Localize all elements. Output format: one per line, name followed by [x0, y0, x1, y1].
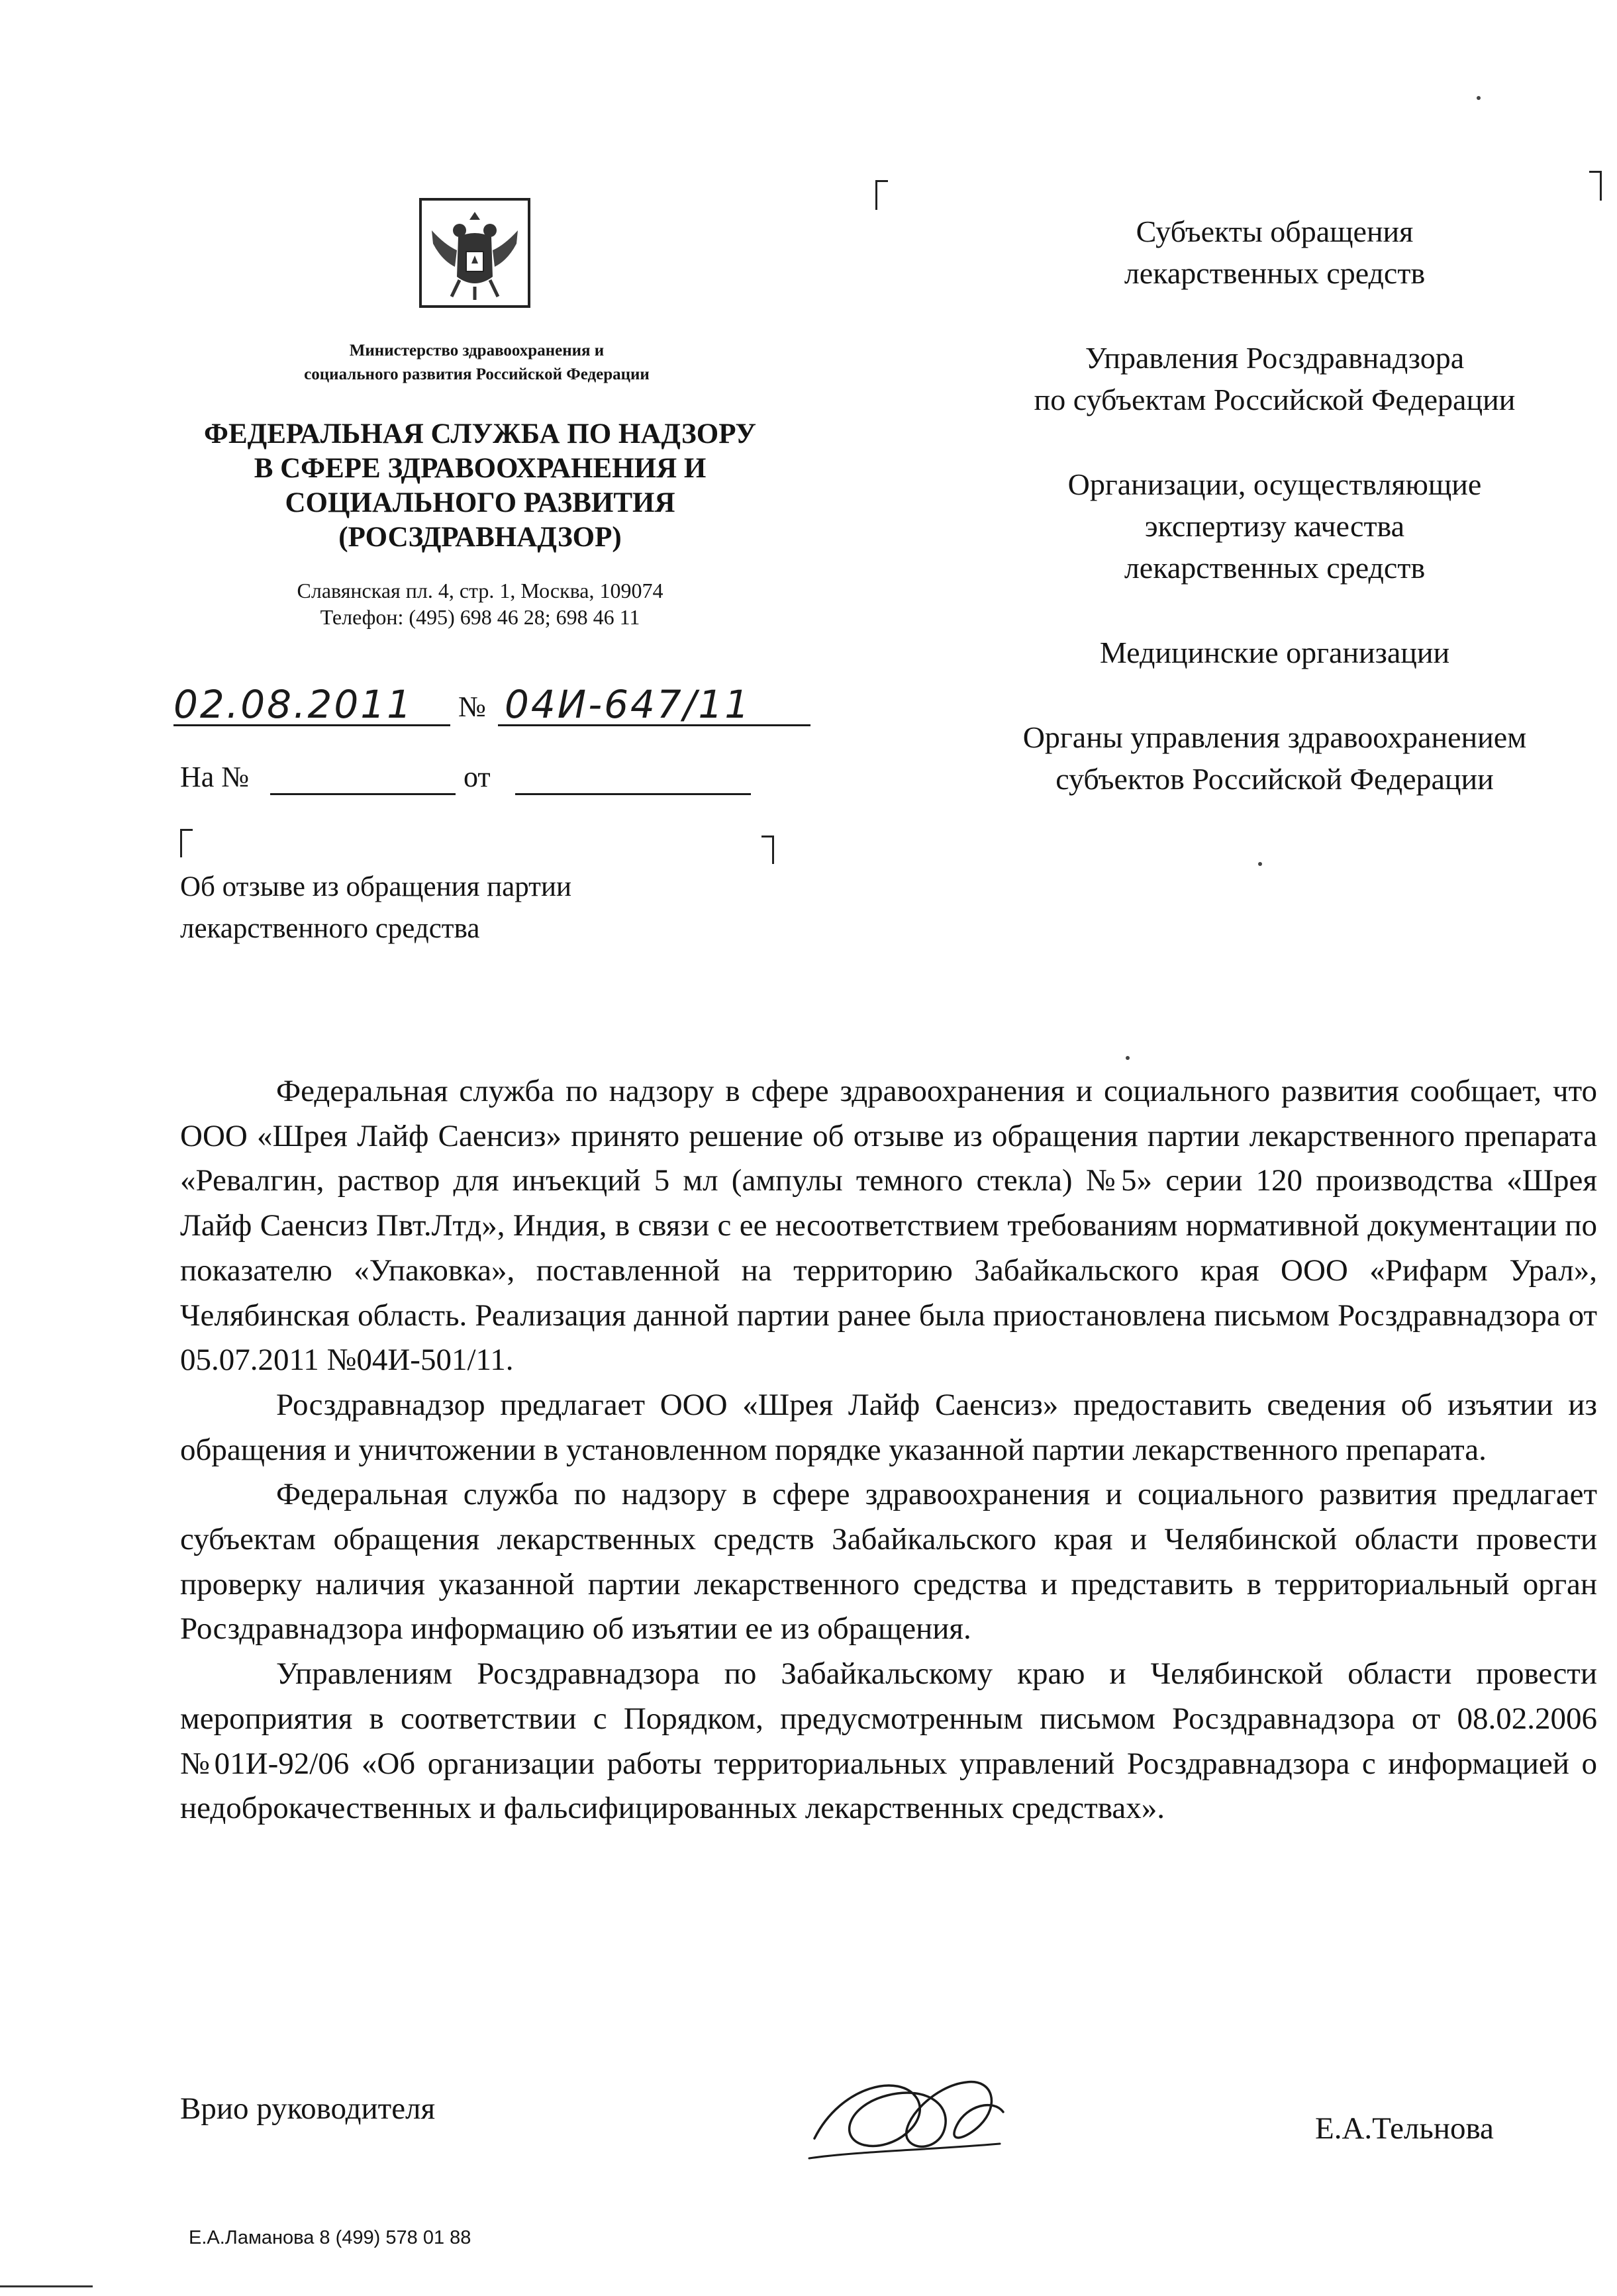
recipient	[947, 211, 1602, 294]
recipient-line: лекарственных средств	[1124, 551, 1426, 585]
scan-speck	[1126, 1056, 1130, 1060]
body-paragraph: Управлениям Росздравнадзора по Забайкальскому краю и Челябинской области провести мероприятия в соответствии с Порядком, предусмотренным письмом Росздравнадзора от 08.02.2006 №01И-92/06 «Об организации работы территориальных управлений Росздравнадзора с информацией о недоброкачественных и фальсифицированных лекарственных средствах».	[180, 1656, 1597, 1826]
recipient-line: лекарственных средств	[1124, 256, 1426, 290]
handwritten-date: 02.08.2011	[173, 682, 414, 727]
phone-line: Телефон: (495) 698 46 28; 698 46 11	[320, 605, 640, 629]
number-field	[498, 682, 810, 726]
reply-number-label: На №	[180, 761, 250, 793]
service-line: СОЦИАЛЬНОГО РАЗВИТИЯ	[285, 487, 675, 518]
ministry-name	[199, 339, 755, 387]
recipient-line: Управления Росздравнадзора	[1085, 341, 1465, 375]
double-headed-eagle-icon	[418, 197, 531, 309]
signatory-position: Врио руководителя	[180, 2091, 436, 2126]
recipient	[947, 716, 1602, 800]
scan-speck	[1258, 862, 1262, 866]
scan-edge-line	[0, 2285, 93, 2287]
service-name	[152, 417, 808, 555]
recipient-line: Органы управления здравоохранением	[1022, 720, 1527, 754]
ministry-line: Министерство здравоохранения и	[349, 342, 605, 359]
recipient-line: экспертизу качества	[1144, 509, 1405, 543]
reply-number-blank	[270, 793, 456, 795]
signature-scribble-icon	[801, 2059, 1013, 2172]
body-paragraph: Федеральная служба по надзору в сфере здравоохранения и социального развития сообщает, что ООО «Шрея Лайф Саенсиз» принято решение об отзыве из обращения партии лекарственного препарата «Ревалгин, раствор для инъекций 5 мл (ампулы темного стекла) №5» серии 120 производства «Шрея Лайф Саенсиз Пвт.Лтд», Индия, в связи с ее несоответствием требованиям нормативной документации по показателю «Упаковка», поставленной на территорию Забайкальского края ООО «Рифарм Урал», Челябинская область. Реализация данной партии ранее была приостановлена письмом Росздравнадзора от 05.07.2011 №04И-501/11.	[180, 1074, 1597, 1378]
executor-contact: Е.А.Ламанова 8 (499) 578 01 88	[189, 2227, 471, 2248]
subject-line: лекарственного средства	[180, 913, 480, 944]
recipients-block	[947, 211, 1602, 843]
service-line: (РОСЗДРАВНАДЗОР)	[338, 522, 622, 553]
reply-date-blank	[515, 793, 751, 795]
recipient	[947, 632, 1602, 673]
address-bracket-right	[1589, 171, 1602, 201]
date-field	[173, 682, 450, 726]
number-label: №	[458, 691, 486, 723]
subject-line: Об отзыве из обращения партии	[180, 871, 571, 902]
body-paragraph: Росздравнадзор предлагает ООО «Шрея Лайф Саенсиз» предоставить сведения об изъятии из обращения и уничтожении в установленном порядке указанной партии лекарственного препарата.	[180, 1387, 1597, 1467]
address-bracket-left	[875, 180, 888, 210]
recipient	[947, 337, 1602, 420]
recipient-line: субъектов Российской Федерации	[1055, 762, 1494, 796]
recipient-line: Субъекты обращения	[1136, 215, 1414, 248]
ministry-line: социального развития Российской Федерации	[304, 365, 650, 383]
address-line: Славянская пл. 4, стр. 1, Москва, 109074	[297, 579, 663, 602]
body-paragraph: Федеральная служба по надзору в сфере здравоохранения и социального развития предлагает субъектам обращения лекарственных средств Забайкальского края и Челябинской области провести проверку наличия указанной партии лекарственного средства и представить в территориальный орган Росздравнадзора информацию об изъятии ее из обращения.	[180, 1477, 1597, 1647]
handwritten-signature	[801, 2059, 1013, 2172]
recipient	[947, 463, 1602, 589]
scan-speck	[1477, 96, 1481, 100]
letter-body	[180, 1069, 1597, 1831]
letter-subject	[180, 866, 683, 949]
recipient-line: по субъектам Российской Федерации	[1034, 383, 1516, 416]
handwritten-number: 04И-647/11	[505, 682, 752, 727]
signatory-name: Е.А.Тельнова	[1315, 2111, 1494, 2146]
service-line: В СФЕРЕ ЗДРАВООХРАНЕНИЯ И	[254, 453, 707, 484]
recipient-line: Медицинские организации	[1099, 636, 1450, 669]
service-address	[199, 577, 761, 630]
service-line: ФЕДЕРАЛЬНАЯ СЛУЖБА ПО НАДЗОРУ	[204, 418, 756, 450]
recipient-line: Организации, осуществляющие	[1067, 467, 1482, 501]
subject-bracket-left	[180, 829, 193, 857]
reply-from-label: от	[464, 761, 491, 793]
subject-bracket-right	[761, 836, 774, 864]
coat-of-arms-emblem	[418, 197, 531, 309]
